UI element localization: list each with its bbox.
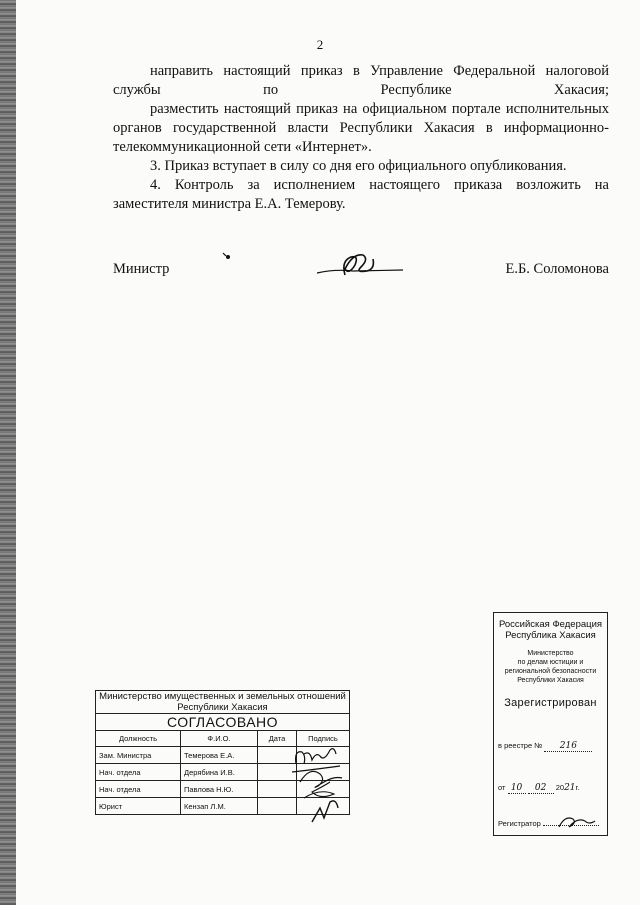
- paragraph-publish-portal: разместить настоящий приказ на официальном портале исполнительных органов государственной власти Республики Хакасия в информационно-телекоммуникационной сети «Интернет».: [113, 101, 609, 155]
- stamp-ministry-line: региональной безопасности: [504, 668, 597, 675]
- stamp-date-prefix: от: [498, 783, 506, 792]
- approval-heading: СОГЛАСОВАНО: [96, 714, 350, 731]
- paragraph-effective-date: 3. Приказ вступает в силу со дня его официального опубликования.: [150, 158, 567, 174]
- stamp-ministry-line: Министерство: [527, 650, 574, 657]
- stamp-registry-label: в реестре №: [498, 741, 543, 750]
- registration-stamp: [493, 612, 608, 836]
- row-position: Нач. отдела: [96, 781, 181, 798]
- stamp-date-month: 02: [528, 783, 554, 794]
- row-position: Нач. отдела: [96, 764, 181, 781]
- column-signature: Подпись: [297, 731, 350, 747]
- column-position: Должность: [96, 731, 181, 747]
- stamp-date-day: 10: [508, 783, 526, 794]
- column-date: Дата: [258, 731, 297, 747]
- stamp-ministry-line: по делам юстиции и: [517, 659, 584, 666]
- stamp-ministry-line: Республики Хакасия: [517, 677, 584, 684]
- column-name: Ф.И.О.: [181, 731, 258, 747]
- stamp-date-suffix: г.: [575, 783, 580, 792]
- stamp-registrar-line: [494, 819, 599, 828]
- row-name: Павлова Н.Ю.: [181, 781, 258, 798]
- scan-edge: [0, 0, 16, 905]
- stamp-registry-line: [494, 741, 592, 752]
- stamp-country-line: Российская Федерация: [498, 619, 603, 630]
- document-body: [113, 62, 609, 214]
- stamp-ministry: [494, 649, 607, 685]
- paragraph-control: 4. Контроль за исполнением настоящего приказа возложить на заместителя министра Е.А. Темерову.: [113, 177, 609, 212]
- approval-signatures-icon: [290, 742, 350, 827]
- stamp-republic-line: Республика Хакасия: [505, 630, 596, 641]
- row-name: Темерова Е.А.: [181, 747, 258, 764]
- stamp-registry-number: 216: [544, 741, 592, 752]
- stamp-registrar-label: Регистратор: [498, 819, 541, 828]
- registrar-signature-icon: [557, 813, 597, 831]
- row-name: Кензап Л.М.: [181, 798, 258, 815]
- row-position: Зам. Министра: [96, 747, 181, 764]
- ink-mark-icon: [221, 250, 233, 262]
- approval-org: Министерство имущественных и земельных отношений Республики Хакасия: [96, 691, 350, 714]
- stamp-registered: Зарегистрирован: [504, 697, 597, 709]
- stamp-date-year-prefix: 20: [555, 783, 565, 792]
- stamp-date-line: [494, 783, 579, 794]
- stamp-country: [494, 619, 607, 641]
- stamp-date-year: 21: [564, 783, 576, 793]
- paragraph-send-tax: направить настоящий приказ в Управление Федеральной налоговой службы по Республике Хакасия;: [113, 63, 609, 98]
- row-position: Юрист: [96, 798, 181, 815]
- stamp-registrar-sign: [543, 825, 599, 826]
- signatory-title: Министр: [113, 261, 170, 277]
- signatory-name: Е.Б. Соломонова: [505, 261, 609, 277]
- minister-signature-icon: [315, 249, 405, 281]
- page-number: 2: [316, 37, 324, 52]
- row-name: Дерябина И.В.: [181, 764, 258, 781]
